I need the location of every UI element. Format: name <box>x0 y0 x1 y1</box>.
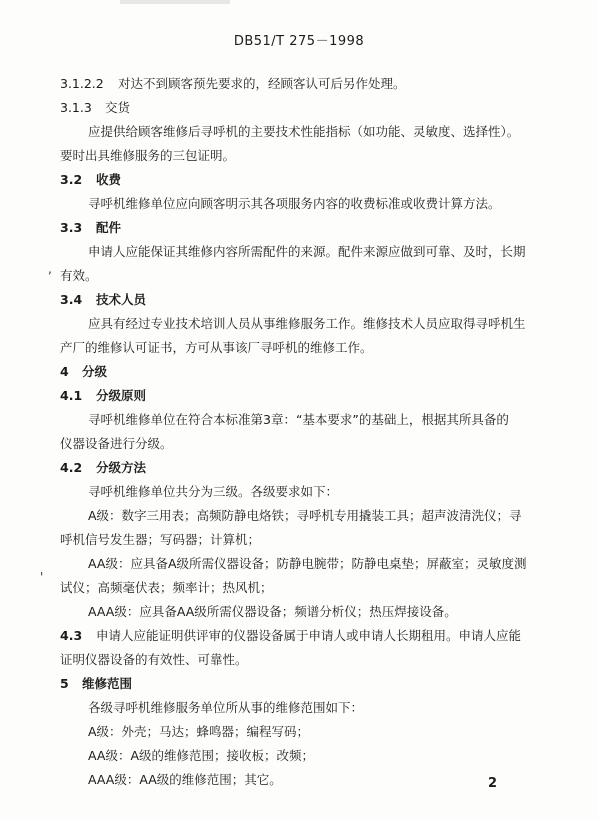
paragraph-line: 产厂的维修认可证书，方可从事该厂寻呼机的维修工作。 <box>60 340 373 355</box>
scan-mark: , <box>48 262 52 276</box>
paragraph-line: 证明仪器设备的有效性、可靠性。 <box>60 652 248 667</box>
scope-aa-line: AA级：A级的维修范围；接收板；改频； <box>88 748 315 763</box>
paragraph-line: 仪器设备进行分级。 <box>60 436 173 451</box>
grade-aa-line: AA级：应具备A级所需仪器设备；防静电腕带；防静电桌垫；屏蔽室；灵敏度测 <box>88 556 527 571</box>
section-number: 3.2 <box>60 172 83 187</box>
clause-text: 申请人应能证明供评审的仪器设备属于申请人或申请人长期租用。申请人应能 <box>96 628 522 643</box>
scope-aaa-line: AAA级：AA级的维修范围；其它。 <box>88 772 282 787</box>
clause-4-3 <box>60 627 521 645</box>
section-4-1-heading <box>60 387 146 405</box>
section-3-4-heading <box>60 291 146 309</box>
clause-number: 3.1.3 <box>60 100 92 115</box>
section-title: 收费 <box>96 172 122 187</box>
page-number: 2 <box>488 776 498 791</box>
clause-number: 4.3 <box>60 628 83 643</box>
paragraph-line: 寻呼机维修单位在符合本标准第3章：“基本要求”的基础上，根据其所具备的 <box>88 412 509 427</box>
clause-number: 3.1.2.2 <box>60 76 104 91</box>
paragraph-line: 应提供给顾客维修后寻呼机的主要技术性能指标（如功能、灵敏度、选择性）。 <box>88 124 520 139</box>
section-number: 4 <box>60 364 69 379</box>
section-title: 分级原则 <box>96 388 147 403</box>
section-title: 维修范围 <box>82 676 133 691</box>
grade-aaa-line: AAA级：应具备AA级所需仪器设备；频谱分析仪；热压焊接设备。 <box>88 604 457 619</box>
paragraph-line: 试仪；高频毫伏表；频率计；热风机； <box>60 580 273 595</box>
section-title: 技术人员 <box>96 292 147 307</box>
paragraph-line: 有效。 <box>60 268 98 283</box>
clause-title: 交货 <box>105 100 131 115</box>
paragraph-line: 寻呼机维修单位共分为三级。各级要求如下： <box>88 484 339 499</box>
document-header: DB51/T 275－1998 <box>233 34 365 49</box>
section-title: 配件 <box>96 220 122 235</box>
section-title: 分级方法 <box>96 460 147 475</box>
paragraph-line: 应具有经过专业技术培训人员从事维修服务工作。维修技术人员应取得寻呼机生 <box>88 316 526 331</box>
paragraph-line: 寻呼机维修单位应向顾客明示其各项服务内容的收费标准或收费计算方法。 <box>88 196 501 211</box>
paragraph-line: 申请人应能保证其维修内容所需配件的来源。配件来源应做到可靠、及时，长期 <box>88 244 526 259</box>
paragraph-line: 呼机信号发生器；写码器；计算机； <box>60 532 261 547</box>
scope-a-line: A级：外壳；马达；蜂鸣器；编程写码； <box>88 724 310 739</box>
clause-3-1-2-2 <box>60 75 406 93</box>
section-title: 分级 <box>82 364 108 379</box>
paragraph-line: 各级寻呼机维修服务单位所从事的维修范围如下： <box>88 700 364 715</box>
scan-mark: ' <box>40 570 44 584</box>
section-number: 5 <box>60 676 69 691</box>
paragraph-line: 要时出具维修服务的三包证明。 <box>60 148 236 163</box>
grade-a-line: A级：数字三用表；高频防静电烙铁；寻呼机专用撬装工具；超声波清洗仪；寻 <box>88 508 522 523</box>
section-3-2-heading <box>60 171 121 189</box>
section-5-heading <box>60 675 132 693</box>
section-number: 3.4 <box>60 292 83 307</box>
section-3-3-heading <box>60 219 121 237</box>
section-4-2-heading <box>60 459 146 477</box>
scan-smudge <box>120 0 230 4</box>
section-number: 4.2 <box>60 460 83 475</box>
section-number: 4.1 <box>60 388 83 403</box>
clause-text: 对达不到顾客预先要求的，经顾客认可后另作处理。 <box>118 76 406 91</box>
section-number: 3.3 <box>60 220 83 235</box>
clause-3-1-3-heading <box>60 99 130 117</box>
section-4-heading <box>60 363 107 381</box>
